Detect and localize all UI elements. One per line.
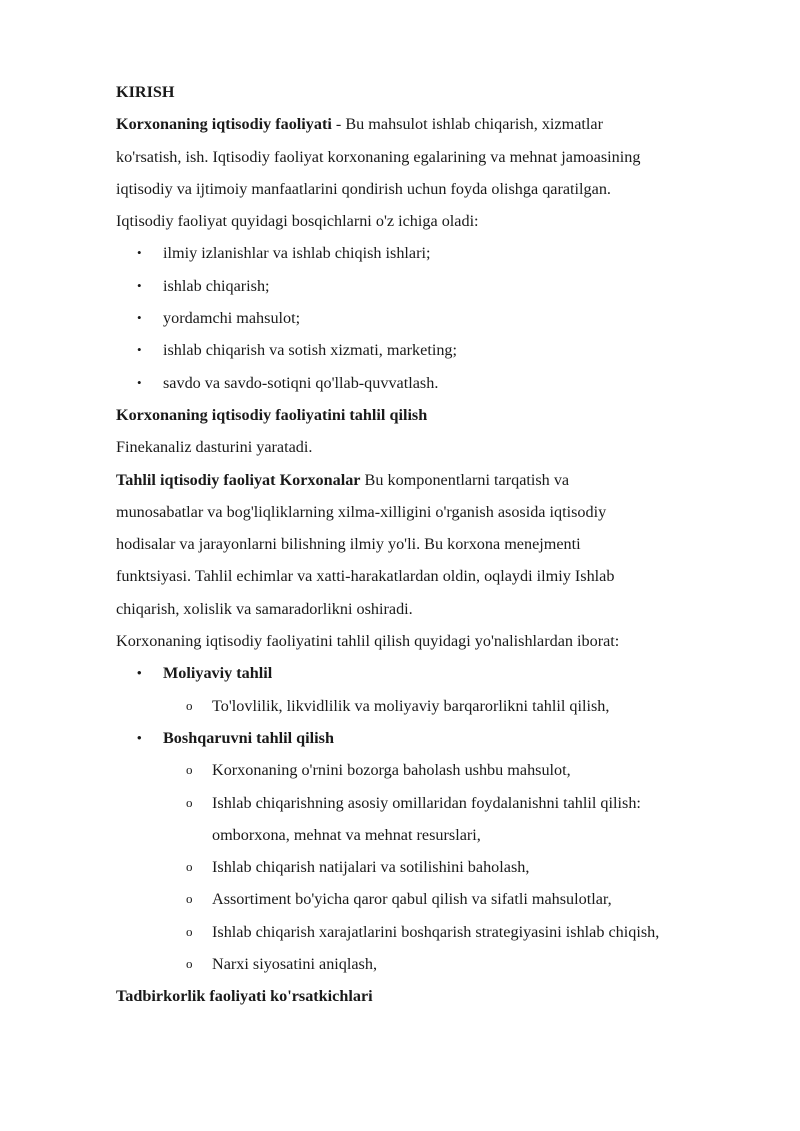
section3-line-5: chiqarish, xolislik va samaradorlikni oshiradi. (116, 599, 413, 618)
intro-paragraph-line-1 (116, 108, 756, 140)
bullet-icon: • (137, 277, 142, 293)
list-item: • ilmiy izlanishlar va ishlab chiqish ishlari; (116, 237, 756, 269)
circle-bullet-icon: o (186, 859, 193, 875)
bullet-icon: • (137, 729, 142, 745)
bullet-icon: • (137, 665, 142, 681)
circle-bullet-icon: o (186, 956, 193, 972)
sub-list-item: o Ishlab chiqarishning asosiy omillaridan foydalanishni tahlil qilish: (116, 787, 756, 819)
section3-line-2: munosabatlar va bog'liqliklarning xilma-xilligini o'rganish asosida iqtisodiy (116, 502, 607, 521)
sub-list-item: o To'lovlilik, likvidlilik va moliyaviy barqarorlikni tahlil qilish, (116, 690, 756, 722)
list-item-financial: • Moliyaviy tahlil (116, 657, 756, 689)
section-analysis-text: Finekanaliz dasturini yaratadi. (116, 438, 313, 457)
circle-bullet-icon: o (186, 794, 193, 810)
section3-line1-rest: Bu komponentlarni tarqatish va (360, 470, 570, 489)
sub-list-item: o Narxi siyosatini aniqlash, (116, 948, 756, 980)
intro-term: Korxonaning iqtisodiy faoliyati (116, 115, 332, 134)
section3-term: Tahlil iqtisodiy faoliyat Korxonalar (116, 470, 361, 489)
sub-list-item: o Korxonaning o'rnini bozorga baholash ushbu mahsulot, (116, 754, 756, 786)
bullet-icon: • (137, 310, 142, 326)
section3-line-1 (116, 464, 756, 496)
list-item: • ishlab chiqarish; (116, 270, 756, 302)
intro-paragraph-line-2: ko'rsatish, ish. Iqtisodiy faoliyat korxonaning egalarining va mehnat jamoasining (116, 147, 641, 166)
sub-list-item: o Ishlab chiqarish xarajatlarini boshqarish strategiyasini ishlab chiqish, (116, 916, 756, 948)
stages-list (116, 237, 756, 398)
list-item: • yordamchi mahsulot; (116, 302, 756, 334)
section3-line-3: hodisalar va jarayonlarni bilishning ilmiy yo'li. Bu korxona menejmenti (116, 535, 581, 554)
document-page (116, 76, 756, 1013)
section-heading-indicators: Tadbirkorlik faoliyati ko'rsatkichlari (116, 987, 373, 1006)
list-item-management: • Boshqaruvni tahlil qilish (116, 722, 756, 754)
bullet-icon: • (137, 374, 142, 390)
circle-bullet-icon: o (186, 762, 193, 778)
circle-bullet-icon: o (186, 891, 193, 907)
bullet-icon: • (137, 245, 142, 261)
sub-list-item-continuation: omborxona, mehnat va mehnat resurslari, (212, 825, 481, 844)
sub-list-item: o Assortiment bo'yicha qaror qabul qilish va sifatli mahsulotlar, (116, 883, 756, 915)
section-heading-analysis: Korxonaning iqtisodiy faoliyatini tahlil qilish (116, 405, 428, 424)
circle-bullet-icon: o (186, 923, 193, 939)
section3-line-4: funktsiyasi. Tahlil echimlar va xatti-harakatlardan oldin, oqlaydi ilmiy Ishlab (116, 567, 615, 586)
sub-list-item: o Ishlab chiqarish natijalari va sotilishini baholash, (116, 851, 756, 883)
section3-line-6: Korxonaning iqtisodiy faoliyatini tahlil qilish quyidagi yo'nalishlardan iborat: (116, 632, 620, 651)
heading: KIRISH (116, 83, 175, 101)
intro-paragraph-line-4: Iqtisodiy faoliyat quyidagi bosqichlarni o'z ichiga oladi: (116, 212, 479, 231)
directions-list (116, 657, 756, 980)
circle-bullet-icon: o (186, 697, 193, 713)
intro-line1-rest: - Bu mahsulot ishlab chiqarish, xizmatlar (331, 115, 603, 134)
bullet-icon: • (137, 342, 142, 358)
list-item: • savdo va savdo-sotiqni qo'llab-quvvatlash. (116, 367, 756, 399)
intro-paragraph-line-3: iqtisodiy va ijtimoiy manfaatlarini qondirish uchun foyda olishga qaratilgan. (116, 179, 611, 198)
list-item: • ishlab chiqarish va sotish xizmati, marketing; (116, 334, 756, 366)
